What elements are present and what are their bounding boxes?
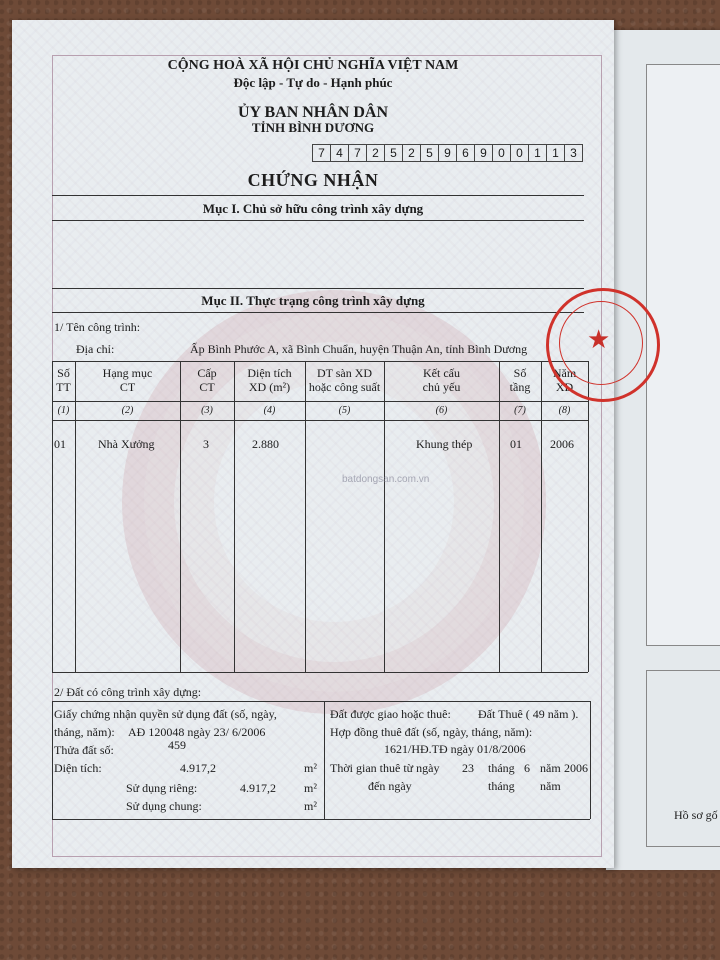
rule bbox=[52, 288, 584, 289]
nation-title: CỘNG HOÀ XÃ HỘI CHỦ NGHĨA VIỆT NAM bbox=[167, 58, 459, 73]
parcel-value: 459 bbox=[168, 738, 186, 752]
common-unit: m² bbox=[304, 799, 317, 813]
row-stt: 01 bbox=[54, 437, 66, 451]
row-year: 2006 bbox=[550, 437, 574, 451]
col-header-line: Năm bbox=[552, 366, 577, 380]
private-unit: m² bbox=[304, 781, 317, 795]
col-header-line: CT bbox=[199, 380, 215, 394]
col-header-structure bbox=[384, 366, 499, 394]
rule bbox=[52, 672, 588, 673]
cert-label-1: Giấy chứng nhận quyền sử dụng đất (số, ngày, bbox=[54, 707, 277, 721]
col-number: (5) bbox=[338, 405, 351, 416]
period-month: 6 bbox=[524, 761, 530, 775]
col-number: (4) bbox=[263, 405, 276, 416]
serial-digit: 7 bbox=[312, 144, 331, 162]
rule bbox=[52, 819, 590, 820]
period-day: 23 bbox=[462, 761, 474, 775]
rule bbox=[52, 361, 588, 362]
serial-digit: 7 bbox=[349, 144, 367, 162]
serial-digit: 9 bbox=[475, 144, 493, 162]
col-number: (3) bbox=[201, 405, 213, 416]
construction-name-label: 1/ Tên công trình: bbox=[54, 320, 141, 334]
rule bbox=[324, 701, 325, 819]
col-header-line: CT bbox=[119, 380, 136, 394]
col-header-line: Diện tích bbox=[247, 366, 292, 380]
row-grade: 3 bbox=[203, 437, 209, 451]
col-header-floors bbox=[499, 366, 541, 394]
serial-digit: 0 bbox=[493, 144, 511, 162]
certificate-page bbox=[12, 20, 614, 868]
serial-digit: 1 bbox=[547, 144, 565, 162]
cert-value: AĐ 120048 ngày 23/ 6/2006 bbox=[128, 725, 266, 739]
row-structure: Khung thép bbox=[416, 437, 473, 451]
col-header-line: Cấp bbox=[197, 366, 217, 380]
motto: Độc lập - Tự do - Hạnh phúc bbox=[233, 75, 393, 90]
col-header-item bbox=[75, 366, 180, 394]
rule bbox=[588, 361, 589, 672]
section-2-title: Mục II. Thực trạng công trình xây dựng bbox=[201, 293, 425, 308]
section-1-title: Mục I. Chủ sở hữu công trình xây dựng bbox=[202, 201, 424, 216]
col-number: (7) bbox=[514, 405, 526, 416]
col-number: (6) bbox=[435, 405, 448, 416]
rule bbox=[52, 701, 53, 819]
rule bbox=[52, 220, 584, 221]
period-month-label: tháng bbox=[488, 761, 515, 775]
area-unit: m² bbox=[304, 761, 317, 775]
row-item: Nhà Xưởng bbox=[98, 437, 155, 451]
col-header-line: tầng bbox=[509, 380, 531, 394]
document-title: CHỨNG NHẬN bbox=[247, 170, 379, 190]
area-label: Diện tích: bbox=[54, 761, 102, 775]
lease-value: Đất Thuê ( 49 năm ). bbox=[478, 707, 579, 721]
cert-label-2: tháng, năm): bbox=[54, 725, 115, 739]
col-header-line: XD (m²) bbox=[248, 380, 291, 394]
row-area: 2.880 bbox=[252, 437, 279, 451]
col-header-line: Hạng mục bbox=[102, 366, 153, 380]
serial-digit: 2 bbox=[367, 144, 385, 162]
row-floors: 01 bbox=[510, 437, 522, 451]
province: TỈNH BÌNH DƯƠNG bbox=[251, 120, 375, 135]
col-number: (2) bbox=[121, 405, 134, 416]
rule bbox=[52, 701, 590, 702]
contract-label: Hợp đồng thuê đất (số, ngày, tháng, năm): bbox=[330, 725, 533, 739]
serial-digit: 1 bbox=[529, 144, 547, 162]
col-header-line: chủ yếu bbox=[422, 380, 461, 394]
serial-digit: 4 bbox=[331, 144, 349, 162]
col-header-line: Số bbox=[513, 366, 527, 380]
serial-digit: 5 bbox=[421, 144, 439, 162]
authority: ỦY BAN NHÂN DÂN bbox=[237, 104, 389, 121]
col-header-grade bbox=[180, 366, 234, 394]
col-number: (8) bbox=[558, 405, 571, 416]
adjacent-page bbox=[606, 30, 720, 870]
until-month-label: tháng bbox=[488, 779, 515, 793]
serial-digit: 9 bbox=[439, 144, 457, 162]
adjacent-page-text: Hồ sơ gố bbox=[674, 808, 718, 822]
col-header-stt bbox=[52, 366, 75, 394]
rule bbox=[52, 401, 588, 402]
star-icon: ★ bbox=[587, 325, 611, 354]
period-label: Thời gian thuê từ ngày bbox=[330, 761, 440, 775]
col-number: (1) bbox=[57, 405, 70, 416]
rule bbox=[52, 420, 588, 421]
col-header-line: TT bbox=[56, 380, 71, 394]
serial-number-grid bbox=[312, 144, 583, 162]
watermark-text: batdongsan.com.vn bbox=[342, 474, 430, 485]
land-heading: 2/ Đất có công trình xây dựng: bbox=[54, 685, 202, 699]
col-header-floor-area bbox=[305, 366, 384, 394]
contract-value: 1621/HĐ.TĐ ngày 01/8/2006 bbox=[384, 742, 526, 756]
serial-digit: 2 bbox=[403, 144, 421, 162]
until-year-label: năm bbox=[540, 779, 561, 793]
serial-digit: 6 bbox=[457, 144, 475, 162]
serial-digit: 0 bbox=[511, 144, 529, 162]
parcel-label: Thửa đất số: bbox=[54, 743, 114, 757]
rule bbox=[52, 195, 584, 196]
rule bbox=[590, 701, 591, 819]
until-label: đến ngày bbox=[368, 779, 412, 793]
col-header-line: XD bbox=[555, 380, 574, 394]
col-header-line: DT sàn XD bbox=[316, 366, 373, 380]
address-value: Ấp Bình Phước A, xã Bình Chuẩn, huyện Thuận An, tỉnh Bình Dương bbox=[190, 342, 528, 356]
private-label: Sử dụng riêng: bbox=[126, 781, 198, 795]
col-header-area bbox=[234, 366, 305, 394]
official-seal bbox=[546, 288, 660, 402]
col-header-line: Kết cấu bbox=[423, 366, 460, 380]
period-year: 2006 bbox=[564, 761, 588, 775]
private-value: 4.917,2 bbox=[240, 781, 276, 795]
serial-digit: 3 bbox=[565, 144, 583, 162]
col-header-line: hoặc công suất bbox=[308, 380, 381, 394]
period-year-label: năm bbox=[540, 761, 561, 775]
col-header-line: Số bbox=[57, 366, 70, 380]
lease-label: Đất được giao hoặc thuê: bbox=[330, 707, 451, 721]
common-label: Sử dụng chung: bbox=[126, 799, 202, 813]
rule bbox=[52, 312, 584, 313]
area-value: 4.917,2 bbox=[180, 761, 216, 775]
serial-digit: 5 bbox=[385, 144, 403, 162]
address-label: Địa chỉ: bbox=[76, 342, 115, 356]
